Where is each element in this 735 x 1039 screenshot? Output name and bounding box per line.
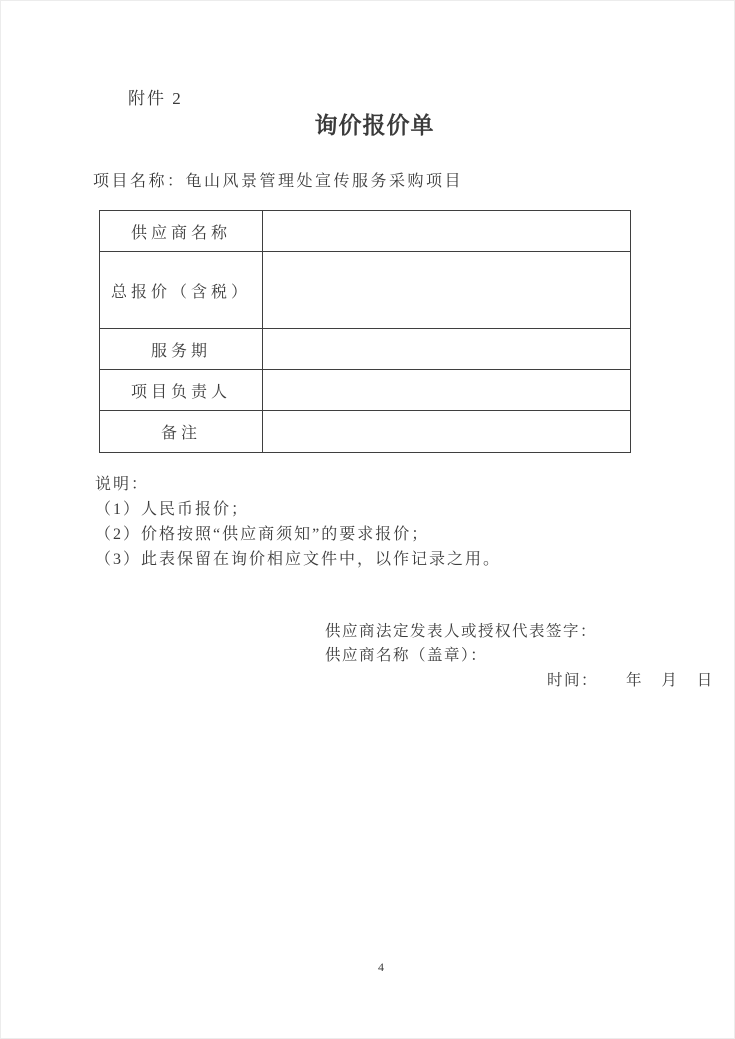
- row-label-service-period: 服务期: [100, 329, 263, 370]
- signature-section: [325, 620, 597, 668]
- quotation-form-table: [99, 210, 631, 453]
- table-row-total-price: [100, 252, 631, 329]
- time-label: 时间：: [547, 672, 599, 689]
- row-value-project-leader: [263, 370, 631, 411]
- row-value-supplier-name: [263, 211, 631, 252]
- note-item-2: （2）价格按照“供应商须知”的要求报价；: [95, 526, 430, 543]
- row-value-service-period: [263, 329, 631, 370]
- attachment-label: 附件 2: [128, 89, 183, 108]
- signature-line: 供应商法定发表人或授权代表签字：: [325, 623, 598, 640]
- page-number: 4: [378, 960, 384, 974]
- row-label-remarks: 备注: [100, 411, 263, 453]
- table-row-project-leader: [100, 370, 631, 411]
- notes-heading: 说明：: [95, 476, 150, 493]
- row-value-total-price: [263, 252, 631, 329]
- notes-section: [95, 472, 501, 572]
- stamp-line: 供应商名称（盖章）：: [325, 647, 488, 664]
- table-row-service-period: [100, 329, 631, 370]
- table-row-supplier-name: [100, 211, 631, 252]
- row-label-supplier-name: 供应商名称: [100, 211, 263, 252]
- row-label-project-leader: 项目负责人: [100, 370, 263, 411]
- date-placeholders: 年 月 日: [626, 672, 714, 689]
- row-value-remarks: [263, 411, 631, 453]
- project-name-line: 项目名称：龟山风景管理处宣传服务采购项目: [93, 173, 464, 190]
- table-row-remarks: [100, 411, 631, 453]
- document-title: 询价报价单: [314, 113, 435, 138]
- date-line: [547, 668, 714, 690]
- row-label-total-price: 总报价（含税）: [100, 252, 263, 329]
- note-item-1: （1）人民币报价；: [95, 501, 250, 518]
- note-item-3: （3）此表保留在询价相应文件中，以作记录之用。: [95, 551, 502, 568]
